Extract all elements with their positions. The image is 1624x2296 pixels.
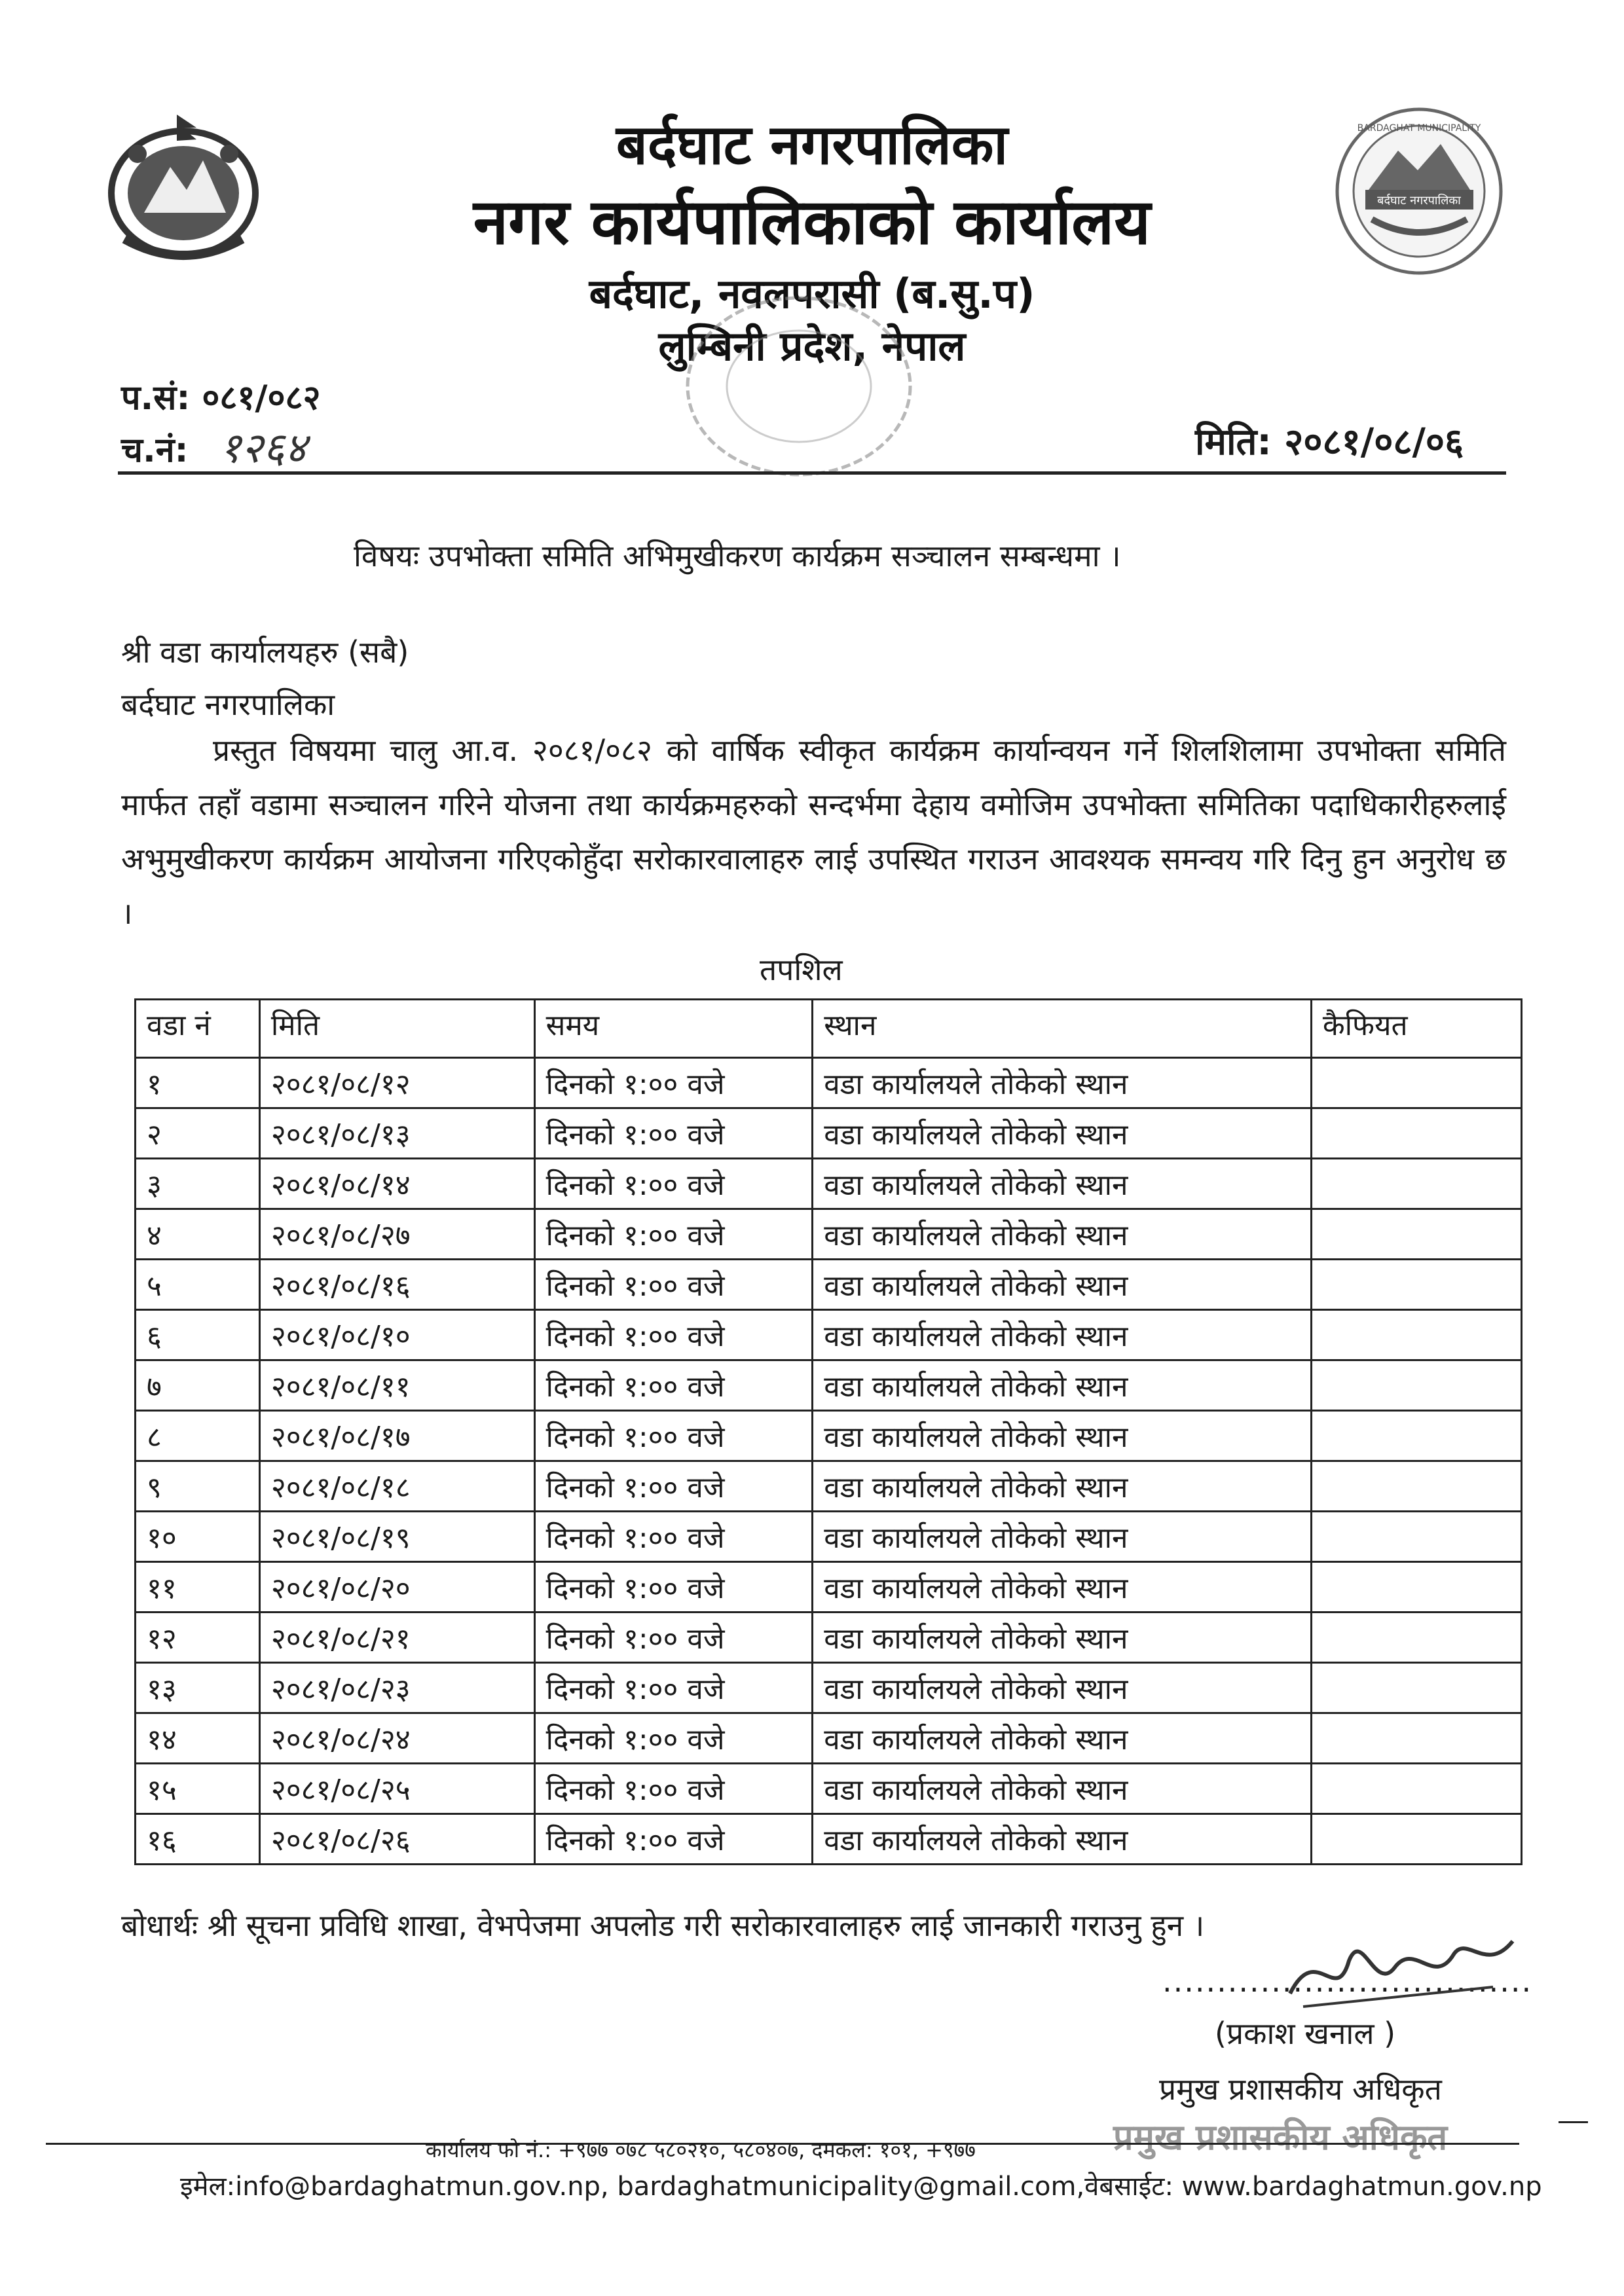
col-remarks: कैफियत [1311,1000,1521,1058]
table-row [136,1562,1522,1613]
reference-number: प.सं: ०८१/०८२ [121,378,321,418]
subject-line: विषयः उपभोक्ता समिति अभिमुखीकरण कार्यक्रम सञ्चालन सम्बन्धमा । [354,538,1121,574]
cell-venue: वडा कार्यालयले तोकेको स्थान [813,1260,1312,1310]
cell-remarks [1311,1512,1521,1562]
cell-remarks [1311,1461,1521,1512]
table-row [136,1260,1522,1310]
cell-date: २०८१/०८/२६ [259,1814,534,1865]
cell-remarks [1311,1613,1521,1663]
cc-note: बोधार्थः श्री सूचना प्रविधि शाखा, वेभपेजमा अपलोड गरी सरोकारवालाहरु लाई जानकारी गराउनु हुन । [121,1908,1205,1943]
cell-time: दिनको १:०० वजे [534,1562,813,1613]
office-seal-stamp [681,291,917,481]
cell-venue: वडा कार्यालयले तोकेको स्थान [813,1814,1312,1865]
cell-time: दिनको १:०० वजे [534,1360,813,1411]
cell-time: दिनको १:०० वजे [534,1310,813,1360]
cell-venue: वडा कार्यालयले तोकेको स्थान [813,1713,1312,1764]
cell-date: २०८१/०८/१७ [259,1411,534,1461]
cell-ward-no: १२ [136,1613,260,1663]
schedule-table [134,998,1522,1865]
cell-time: दिनको १:०० वजे [534,1613,813,1663]
col-time: समय [534,1000,813,1058]
cell-time: दिनको १:०० वजे [534,1159,813,1209]
dispatch-number-label: च.नं: [121,431,189,470]
table-row [136,1108,1522,1159]
signatory-name: (प्रकाश खनाल ) [1215,2016,1396,2051]
cell-remarks [1311,1411,1521,1461]
table-row [136,1360,1522,1411]
cell-date: २०८१/०८/२५ [259,1764,534,1814]
table-row [136,1159,1522,1209]
cell-ward-no: ८ [136,1411,260,1461]
table-row [136,1058,1522,1108]
cell-time: दिनको १:०० वजे [534,1461,813,1512]
table-row [136,1764,1522,1814]
cell-venue: वडा कार्यालयले तोकेको स्थान [813,1562,1312,1613]
cell-ward-no: ७ [136,1360,260,1411]
cell-venue: वडा कार्यालयले तोकेको स्थान [813,1360,1312,1411]
header-divider [118,471,1506,475]
cell-venue: वडा कार्यालयले तोकेको स्थान [813,1159,1312,1209]
cell-ward-no: ६ [136,1310,260,1360]
svg-text:BARDAGHAT MUNICIPALITY: BARDAGHAT MUNICIPALITY [1357,123,1481,134]
cell-time: दिनको १:०० वजे [534,1713,813,1764]
cell-venue: वडा कार्यालयले तोकेको स्थान [813,1613,1312,1663]
letter-date: मिति: २०८१/०८/०६ [1195,421,1464,464]
cell-venue: वडा कार्यालयले तोकेको स्थान [813,1764,1312,1814]
signature-dots: .................................. [1162,1963,1533,1999]
cell-remarks [1311,1814,1521,1865]
cell-time: दिनको १:०० वजे [534,1209,813,1260]
cell-time: दिनको १:०० वजे [534,1108,813,1159]
footer-right-dash [1559,2121,1588,2123]
body-paragraph [121,723,1506,941]
cell-venue: वडा कार्यालयले तोकेको स्थान [813,1461,1312,1512]
cell-ward-no: ४ [136,1209,260,1260]
cell-remarks [1311,1159,1521,1209]
cell-remarks [1311,1058,1521,1108]
body-paragraph-text: प्रस्तुत विषयमा चालु आ.व. २०८१/०८२ को वार्षिक स्वीकृत कार्यक्रम कार्यान्वयन गर्ने शिलशिलामा उपभोक्ता समिति मार्फत तहाँ वडामा सञ्चालन गरिने योजना तथा कार्यक्रमहरुको सन्दर्भमा देहाय वमोजिम उपभोक्ता समितिका पदाधिकारीहरुलाई अभुमुखीकरण कार्यक्रम आयोजना गरिएकोहुँदा सरोकारवालाहरु लाई उपस्थित गराउन आवश्यक समन्वय गरि दिनु हुन अनुरोध छ । [121,733,1506,931]
table-row [136,1411,1522,1461]
table-row [136,1209,1522,1260]
cell-ward-no: ५ [136,1260,260,1310]
cell-ward-no: १५ [136,1764,260,1814]
cell-venue: वडा कार्यालयले तोकेको स्थान [813,1058,1312,1108]
col-date: मिति [259,1000,534,1058]
dispatch-number-handwritten: १२६४ [219,424,307,473]
cell-time: दिनको १:०० वजे [534,1512,813,1562]
cell-venue: वडा कार्यालयले तोकेको स्थान [813,1209,1312,1260]
cell-venue: वडा कार्यालयले तोकेको स्थान [813,1310,1312,1360]
cell-remarks [1311,1209,1521,1260]
cell-ward-no: ३ [136,1159,260,1209]
cell-remarks [1311,1713,1521,1764]
cell-venue: वडा कार्यालयले तोकेको स्थान [813,1663,1312,1713]
table-row [136,1814,1522,1865]
cell-date: २०८१/०८/२० [259,1562,534,1613]
cell-remarks [1311,1310,1521,1360]
cell-time: दिनको १:०० वजे [534,1764,813,1814]
table-row [136,1512,1522,1562]
footer-email-web: इमेल:info@bardaghatmun.gov.np, bardaghatmunicipality@gmail.com,वेबसाईट: www.bardaghatmun.gov.np [180,2172,1542,2202]
cell-ward-no: ११ [136,1562,260,1613]
cell-ward-no: १० [136,1512,260,1562]
cell-remarks [1311,1360,1521,1411]
cell-ward-no: १३ [136,1663,260,1713]
cell-remarks [1311,1764,1521,1814]
municipality-name: बर्दघाट नगरपालिका [616,113,1008,177]
cell-ward-no: २ [136,1108,260,1159]
svg-text:बर्दघाट नगरपालिका: बर्दघाट नगरपालिका [1377,194,1461,208]
cell-venue: वडा कार्यालयले तोकेको स्थान [813,1411,1312,1461]
cell-ward-no: १४ [136,1713,260,1764]
cell-date: २०८१/०८/२३ [259,1663,534,1713]
table-row [136,1310,1522,1360]
cell-ward-no: १६ [136,1814,260,1865]
col-venue: स्थान [813,1000,1312,1058]
table-row [136,1613,1522,1663]
cell-date: २०८१/०८/१६ [259,1260,534,1310]
cell-date: २०८१/०८/२७ [259,1209,534,1260]
footer-phone: कार्यालय फो नं.: +९७७ ०७८ ५८०२१०, ५८०४०७, दमकल: १०१, +९७७ [426,2138,976,2162]
table-title: तपशिल [760,952,843,987]
cell-date: २०८१/०८/१३ [259,1108,534,1159]
cell-time: दिनको १:०० वजे [534,1663,813,1713]
cell-remarks [1311,1562,1521,1613]
cell-ward-no: ९ [136,1461,260,1512]
designation-stamp: प्रमुख प्रशासकीय अधिकृत [1113,2117,1448,2158]
cell-date: २०८१/०८/२४ [259,1713,534,1764]
cell-venue: वडा कार्यालयले तोकेको स्थान [813,1512,1312,1562]
cell-time: दिनको १:०० वजे [534,1814,813,1865]
cell-date: २०८१/०८/१४ [259,1159,534,1209]
office-name: नगर कार्यपालिकाको कार्यालय [473,185,1151,259]
cell-venue: वडा कार्यालयले तोकेको स्थान [813,1108,1312,1159]
table-row [136,1713,1522,1764]
cell-date: २०८१/०८/१९ [259,1512,534,1562]
addressee-line-1: श्री वडा कार्यालयहरु (सबै) [121,634,409,670]
table-row [136,1663,1522,1713]
cell-date: २०८१/०८/११ [259,1360,534,1411]
signatory-title: प्रमुख प्रशासकीय अधिकृत [1159,2071,1442,2107]
cell-time: दिनको १:०० वजे [534,1411,813,1461]
cell-ward-no: १ [136,1058,260,1108]
cell-date: २०८१/०८/१२ [259,1058,534,1108]
table-body [136,1058,1522,1865]
cell-time: दिनको १:०० वजे [534,1260,813,1310]
handwritten-signature [1277,1915,1526,2020]
cell-remarks [1311,1108,1521,1159]
cell-remarks [1311,1663,1521,1713]
addressee-line-2: बर्दघाट नगरपालिका [121,687,335,722]
address-line-1: बर्दघाट, नवलपरासी (ब.सु.प) [589,270,1035,318]
cell-time: दिनको १:०० वजे [534,1058,813,1108]
cell-date: २०८१/०८/१८ [259,1461,534,1512]
cell-date: २०८१/०८/२१ [259,1613,534,1663]
cell-date: २०८१/०८/१० [259,1310,534,1360]
address-line-2: लुम्बिनी प्रदेश, नेपाल [658,322,966,370]
col-ward-no: वडा नं [136,1000,260,1058]
table-row [136,1461,1522,1512]
table-header-row [136,1000,1522,1058]
cell-remarks [1311,1260,1521,1310]
